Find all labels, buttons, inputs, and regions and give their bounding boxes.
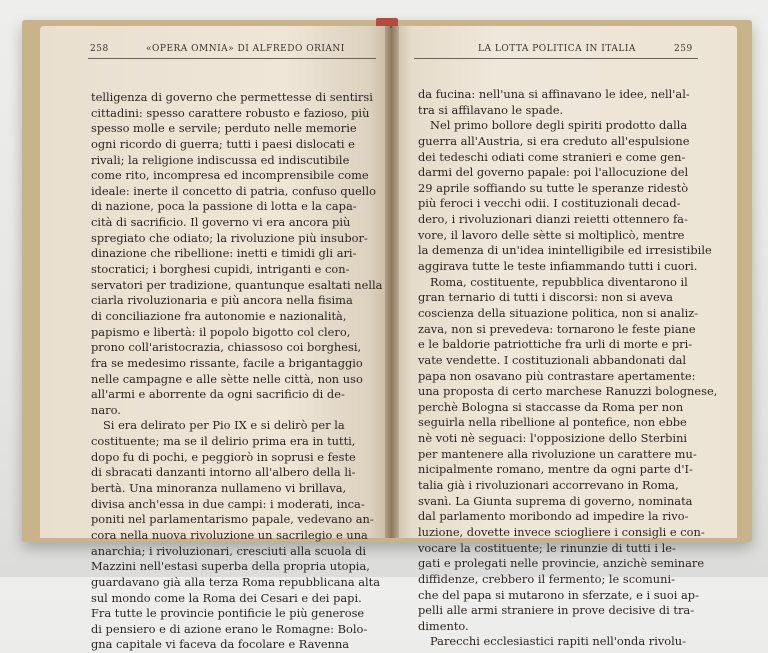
right-page-line: seguirla nella ribellione al pontefice, non ebbe [418,415,687,430]
right-page-line: zava, non si prevedeva: tornarono le feste piane [418,321,696,336]
left-page-line: ogni ricordo di guerra; tutti i paesi dislocati e [91,136,355,151]
right-page-line: gati e prolegati nelle provincie, anzichè seminare [418,556,705,571]
left-page-text [91,90,382,653]
right-page-line: perchè Bologna si staccasse da Roma per non [418,399,684,414]
right-page-line: dal parlamento moribondo ad impedire la rivo- [418,509,689,524]
left-page-line: telligenza di governo che permettesse di sentirsi [91,90,373,104]
left-page-line: cità di sacrificio. Il governo vi era ancora più [91,215,351,230]
right-page-line: aggirava tutte le teste infiammando tutti i cuori. [418,259,698,274]
left-page-line: cora nella nuova rivoluzione un sacrilegio e una [91,527,368,542]
left-page-line: di conciliazione fra autonomie e nazionalità, [91,308,347,323]
right-page-line: dimento. [418,618,469,633]
right-running-head: LA LOTTA POLITICA IN ITALIA [478,44,636,54]
right-page-line: vate vendette. I costituzionali abbandonati dal [418,352,687,367]
right-page-line: gran ternario di tutti i discorsi: non si aveva [418,290,673,305]
left-page-number: 258 [90,44,109,54]
right-page-line: vocare la costituente; le rinunzie di tutti i le- [418,540,676,555]
right-page-line: e le baldorie patriottiche fra urli di morte e pri- [418,337,693,352]
left-page-line: naro. [91,402,121,417]
right-page-line: dero, i rivoluzionari dianzi reietti ottennero fa- [418,212,688,227]
right-page-line: nè voti nè seguaci: l'opposizione dello Sterbini [418,431,688,446]
left-page-line: divisa anch'essa in due campi: i moderati, inca- [91,496,365,511]
left-page-line: rivali; la religione indiscussa ed indiscutibile [91,152,350,167]
left-page-line: guardavano già alla terza Roma repubblicana alta [91,574,381,589]
right-head-rule [414,58,698,59]
left-page-line: poniti nel parlamentarismo papale, vedevano an- [91,512,374,527]
left-page-line: di nazione, poca la passione di lotta e la capa- [91,199,357,214]
right-page-line: una proposta di certo marchese Ranuzzi bolognese, [418,384,718,399]
left-page-line: gna capitale vi faceva da focolare e Ravenna [91,637,350,652]
right-page-line: guerra all'Austria, si era creduto all'espulsione [418,133,690,148]
right-page-line: Roma, costituente, repubblica diventarono il [430,274,688,289]
right-page-line: Nel primo bollore degli spiriti prodotto dalla [430,118,688,133]
left-page-line: Si era delirato per Pio IX e si delirò per la [103,418,345,433]
left-page-line: di pensiero e di azione erano le Romagne: Bolo- [91,621,368,636]
left-page-line: come rito, incompresa ed incomprensibile come [91,168,369,183]
right-page-line: 29 aprile soffiando su tutte le speranze ridestò [418,180,689,195]
right-page-line: che del papa si mutarono in sferzate, e i suoi ap- [418,587,699,602]
left-page-line: nelle campagne e alle sètte nelle città, non uso [91,371,363,386]
right-page-line: vore, il lavoro delle sètte si moltiplicò, mentre [418,227,685,242]
left-page-line: ideale: inerte il concetto di patria, confuso quello [91,183,376,198]
left-page-line: costituente; ma se il delirio prima era in tutti, [91,434,356,449]
left-page-line: spesso molle e servile; perduto nelle memorie [91,121,357,136]
right-page-line: da fucina: nell'una si affinavano le idee, nell'al- [418,87,690,101]
right-page-line: pelli alle armi straniere in prove decisive di tra- [418,603,695,618]
right-page-line: luzione, dovette invece sciogliere i consigli e con- [418,524,705,539]
left-page-line: anarchia; i rivoluzionari, cresciuti alla scuola di [91,543,367,558]
left-page-line: servatori per tradizione, quantunque esaltati nella [91,277,383,292]
right-page-line: dei tedeschi odiati come stranieri e come gen- [418,149,686,164]
right-page-line: papa non osavano più contrastare apertamente: [418,368,696,383]
left-page-line: ciarla rivoluzionaria e più ancora nella fisima [91,293,353,308]
left-page-line: dinazione che ribellione: inetti e timidi gli ari- [91,246,357,261]
right-page-line: diffidenze, crebbero il fermento; le scomuni- [418,571,675,586]
left-page-line: fra se medesimo rissante, facile a brigantaggio [91,355,363,370]
left-page-line: Fra tutte le provincie pontificie le più generose [91,606,365,621]
left-head-rule [88,58,376,59]
right-page-line: la demenza di un'idea inintelligibile ed irresistibile [418,243,712,258]
left-page-line: papismo e libertà: il popolo bigotto col clero, [91,324,351,339]
left-page-line: prono coll'aristocrazia, chiassoso coi borghesi, [91,340,362,355]
left-page-line: cittadini: spesso carattere robusto e fazioso, più [91,105,370,120]
left-page-line: spregiato che odiato; la rivoluzione più insubor- [91,230,368,245]
right-page-number: 259 [674,44,693,54]
left-page-line: sul mondo come la Roma dei Cesari e dei papi. [91,590,362,605]
right-page-line: tra si affilavano le spade. [418,102,564,117]
left-page-line: bertà. Una minoranza nullameno vi brillava, [91,481,347,496]
right-page-line: coscienza della situazione politica, non si analiz- [418,305,699,320]
left-page-line: Mazzini nell'estasi superba della propria utopia, [91,559,370,574]
right-page-line: per mantenere alla rivoluzione un carattere mu- [418,446,697,461]
left-page-line: all'armi e aborrente da ogni sacrificio di de- [91,387,345,402]
left-page-line: dopo fu di pochi, e peggiorò in soprusi e feste [91,449,356,464]
right-page-line: darmi del governo papale: poi l'allocuzione del [418,165,689,180]
right-page-line: talia già i rivoluzionari accorrevano in Roma, [418,478,679,493]
right-page-line: più feroci i vecchi odii. I costituzionali decad- [418,196,681,211]
right-page-line: Parecchi ecclesiastici rapiti nell'onda rivolu- [430,634,686,649]
right-page-text [418,87,717,650]
right-page-line: nicipalmente romano, mentre da ogni parte d'I- [418,462,693,477]
book-gutter [385,26,399,538]
left-page-line: di sbracati danzanti intorno all'albero della li- [91,465,356,480]
right-page-line: svanì. La Giunta suprema di governo, nominata [418,493,693,508]
left-running-head: «OPERA OMNIA» DI ALFREDO ORIANI [146,44,345,54]
left-page-line: stocratici; i borghesi cupidi, intriganti e con- [91,262,350,277]
